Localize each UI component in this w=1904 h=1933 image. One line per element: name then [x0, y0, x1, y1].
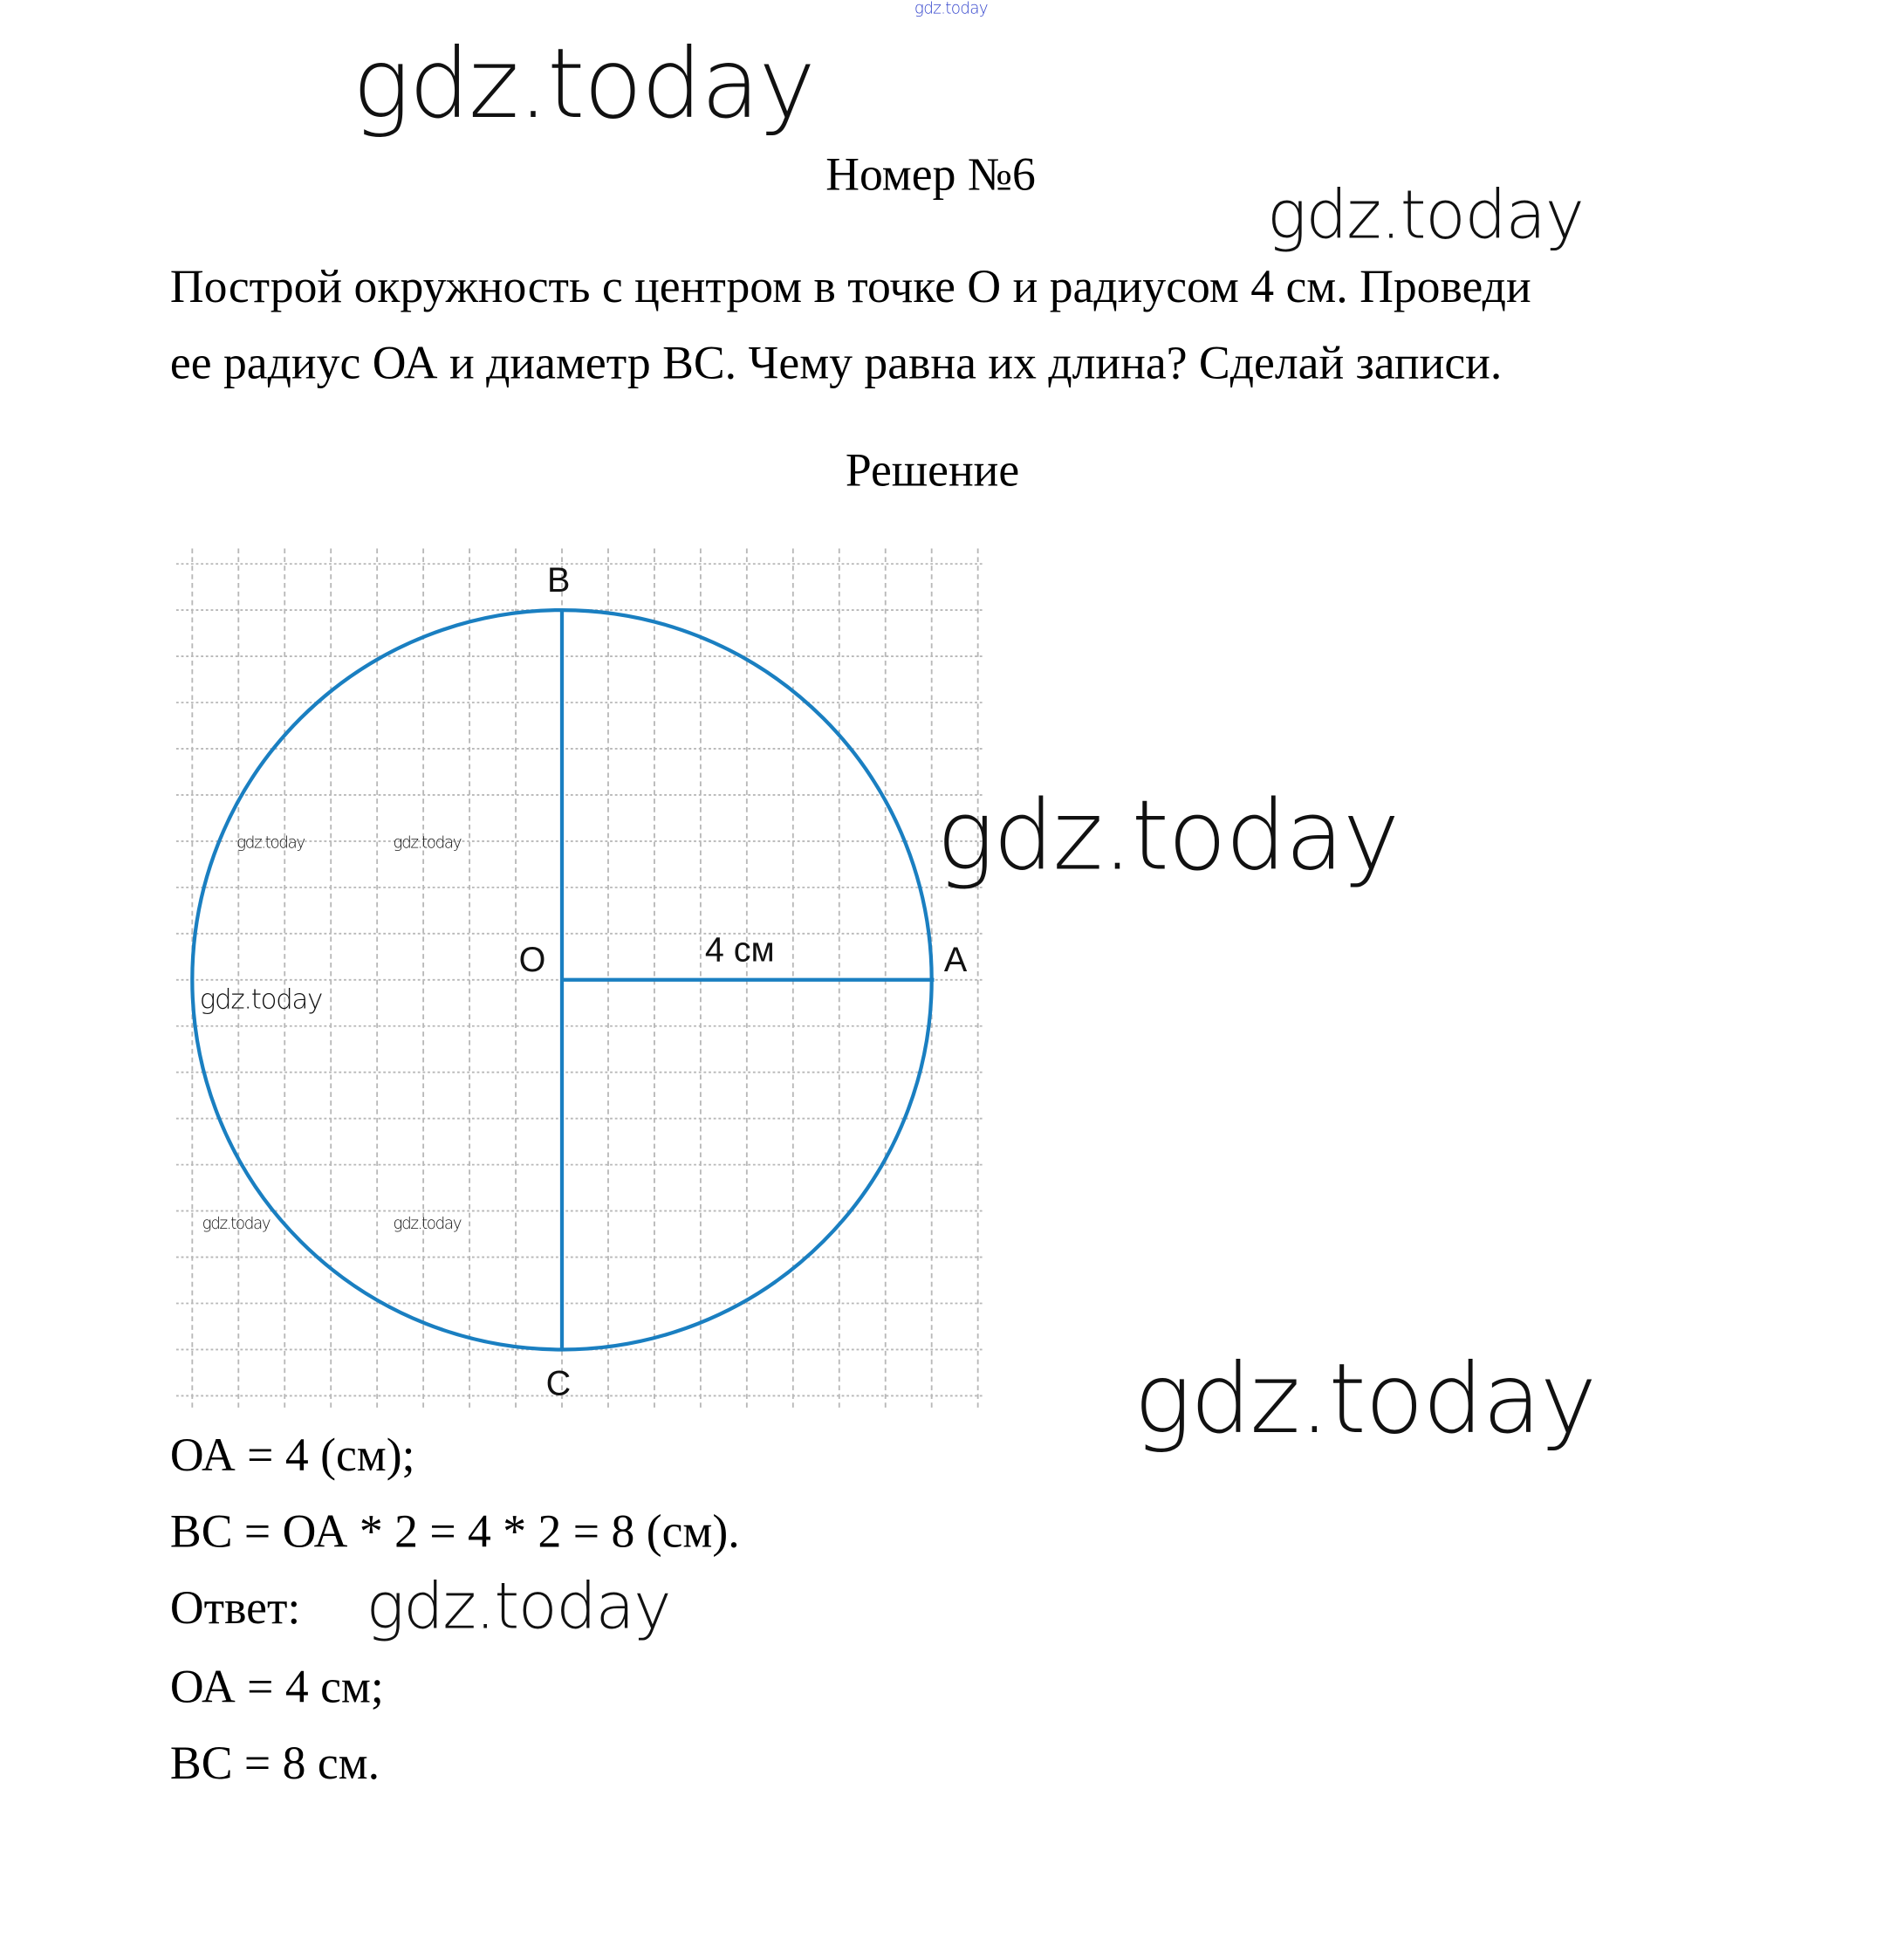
- watermark: gdz.today: [1133, 1344, 1596, 1456]
- answer-line: ОА = 4 см;: [169, 1661, 384, 1714]
- diagram-watermark: gdz.today: [236, 834, 305, 853]
- diagram-watermark: gdz.today: [393, 1215, 462, 1234]
- solution-line: ВС = ОА * 2 = 4 * 2 = 8 (см).: [169, 1505, 740, 1559]
- label-c: C: [545, 1364, 572, 1403]
- answer-label: Ответ:: [169, 1582, 301, 1635]
- diagram-watermark: gdz.today: [199, 984, 322, 1016]
- watermark: gdz.today: [366, 1570, 671, 1645]
- diagram-watermark: gdz.today: [393, 834, 462, 853]
- diagram-watermark: gdz.today: [202, 1215, 271, 1234]
- watermark: gdz.today: [1266, 175, 1584, 254]
- watermark: gdz.today: [352, 29, 815, 141]
- page-title: Номер №6: [825, 148, 1036, 202]
- label-b: B: [547, 560, 571, 600]
- label-radius: 4 см: [704, 930, 775, 970]
- label-a: A: [943, 940, 968, 979]
- header-watermark: gdz.today: [914, 0, 988, 19]
- watermark: gdz.today: [936, 781, 1399, 893]
- solution-heading: Решение: [845, 444, 1020, 497]
- problem-line-1: Построй окружность с центром в точке О и радиусом 4 см. Проведи: [169, 261, 1531, 313]
- problem-line-2: ее радиус ОА и диаметр ВС. Чему равна их длина? Сделай записи.: [169, 337, 1503, 390]
- solution-line: ОА = 4 (см);: [169, 1429, 415, 1482]
- label-o: O: [518, 940, 546, 979]
- answer-line: ВС = 8 см.: [169, 1738, 380, 1790]
